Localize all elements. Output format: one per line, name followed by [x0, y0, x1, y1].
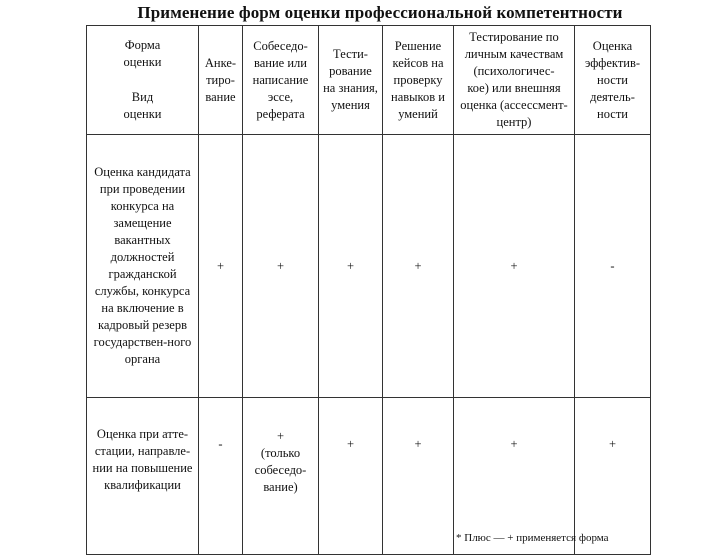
- header-row: [87, 26, 651, 135]
- column-header-case-solving: Решение кейсов на проверку навыков и умений: [383, 26, 454, 135]
- column-header-interview: Собеседо- вание или написание эссе, реферата: [243, 26, 319, 135]
- footnote: * Плюс — + применяется форма: [456, 532, 609, 544]
- corner-bottom-label: Вид оценки: [123, 90, 162, 121]
- row-label-competition: Оценка кандидата при проведении конкурса на замещение вакантных должностей гражданской службы, конкурса на включение в кадровый резерв государствен-ного органа: [87, 135, 199, 398]
- column-header-performance: Оценка эффектив- ности деятель- ности: [575, 26, 651, 135]
- table-cell: +: [454, 398, 575, 555]
- column-header-knowledge-test: Тести- рование на знания, умения: [319, 26, 383, 135]
- table-cell: +: [383, 398, 454, 555]
- column-header-personality-test: Тестирование по личным качествам (психологичес- кое) или внешняя оценка (ассессмент- центр): [454, 26, 575, 135]
- corner-top-label: Форма оценки: [123, 38, 162, 69]
- assessment-table: [86, 25, 651, 555]
- table-cell: +: [319, 398, 383, 555]
- table-cell: +: [383, 135, 454, 398]
- table-cell: +: [199, 135, 243, 398]
- table-cell: +: [454, 135, 575, 398]
- corner-header-cell: [87, 26, 199, 135]
- table-cell: -: [575, 135, 651, 398]
- table-cell: -: [199, 398, 243, 555]
- row-label-attestation: Оценка при атте- стации, направле- нии на повышение квалификации: [87, 398, 199, 555]
- document-title: Применение форм оценки профессиональной компетентности: [137, 3, 623, 22]
- table-cell: +: [319, 135, 383, 398]
- table-row: [87, 398, 651, 555]
- table-row: [87, 135, 651, 398]
- table-cell: +: [243, 135, 319, 398]
- column-header-questionnaire: Анке- тиро- вание: [199, 26, 243, 135]
- table-cell: +: [575, 398, 651, 555]
- table-cell-interview-only: + (только собеседо- вание): [243, 398, 319, 555]
